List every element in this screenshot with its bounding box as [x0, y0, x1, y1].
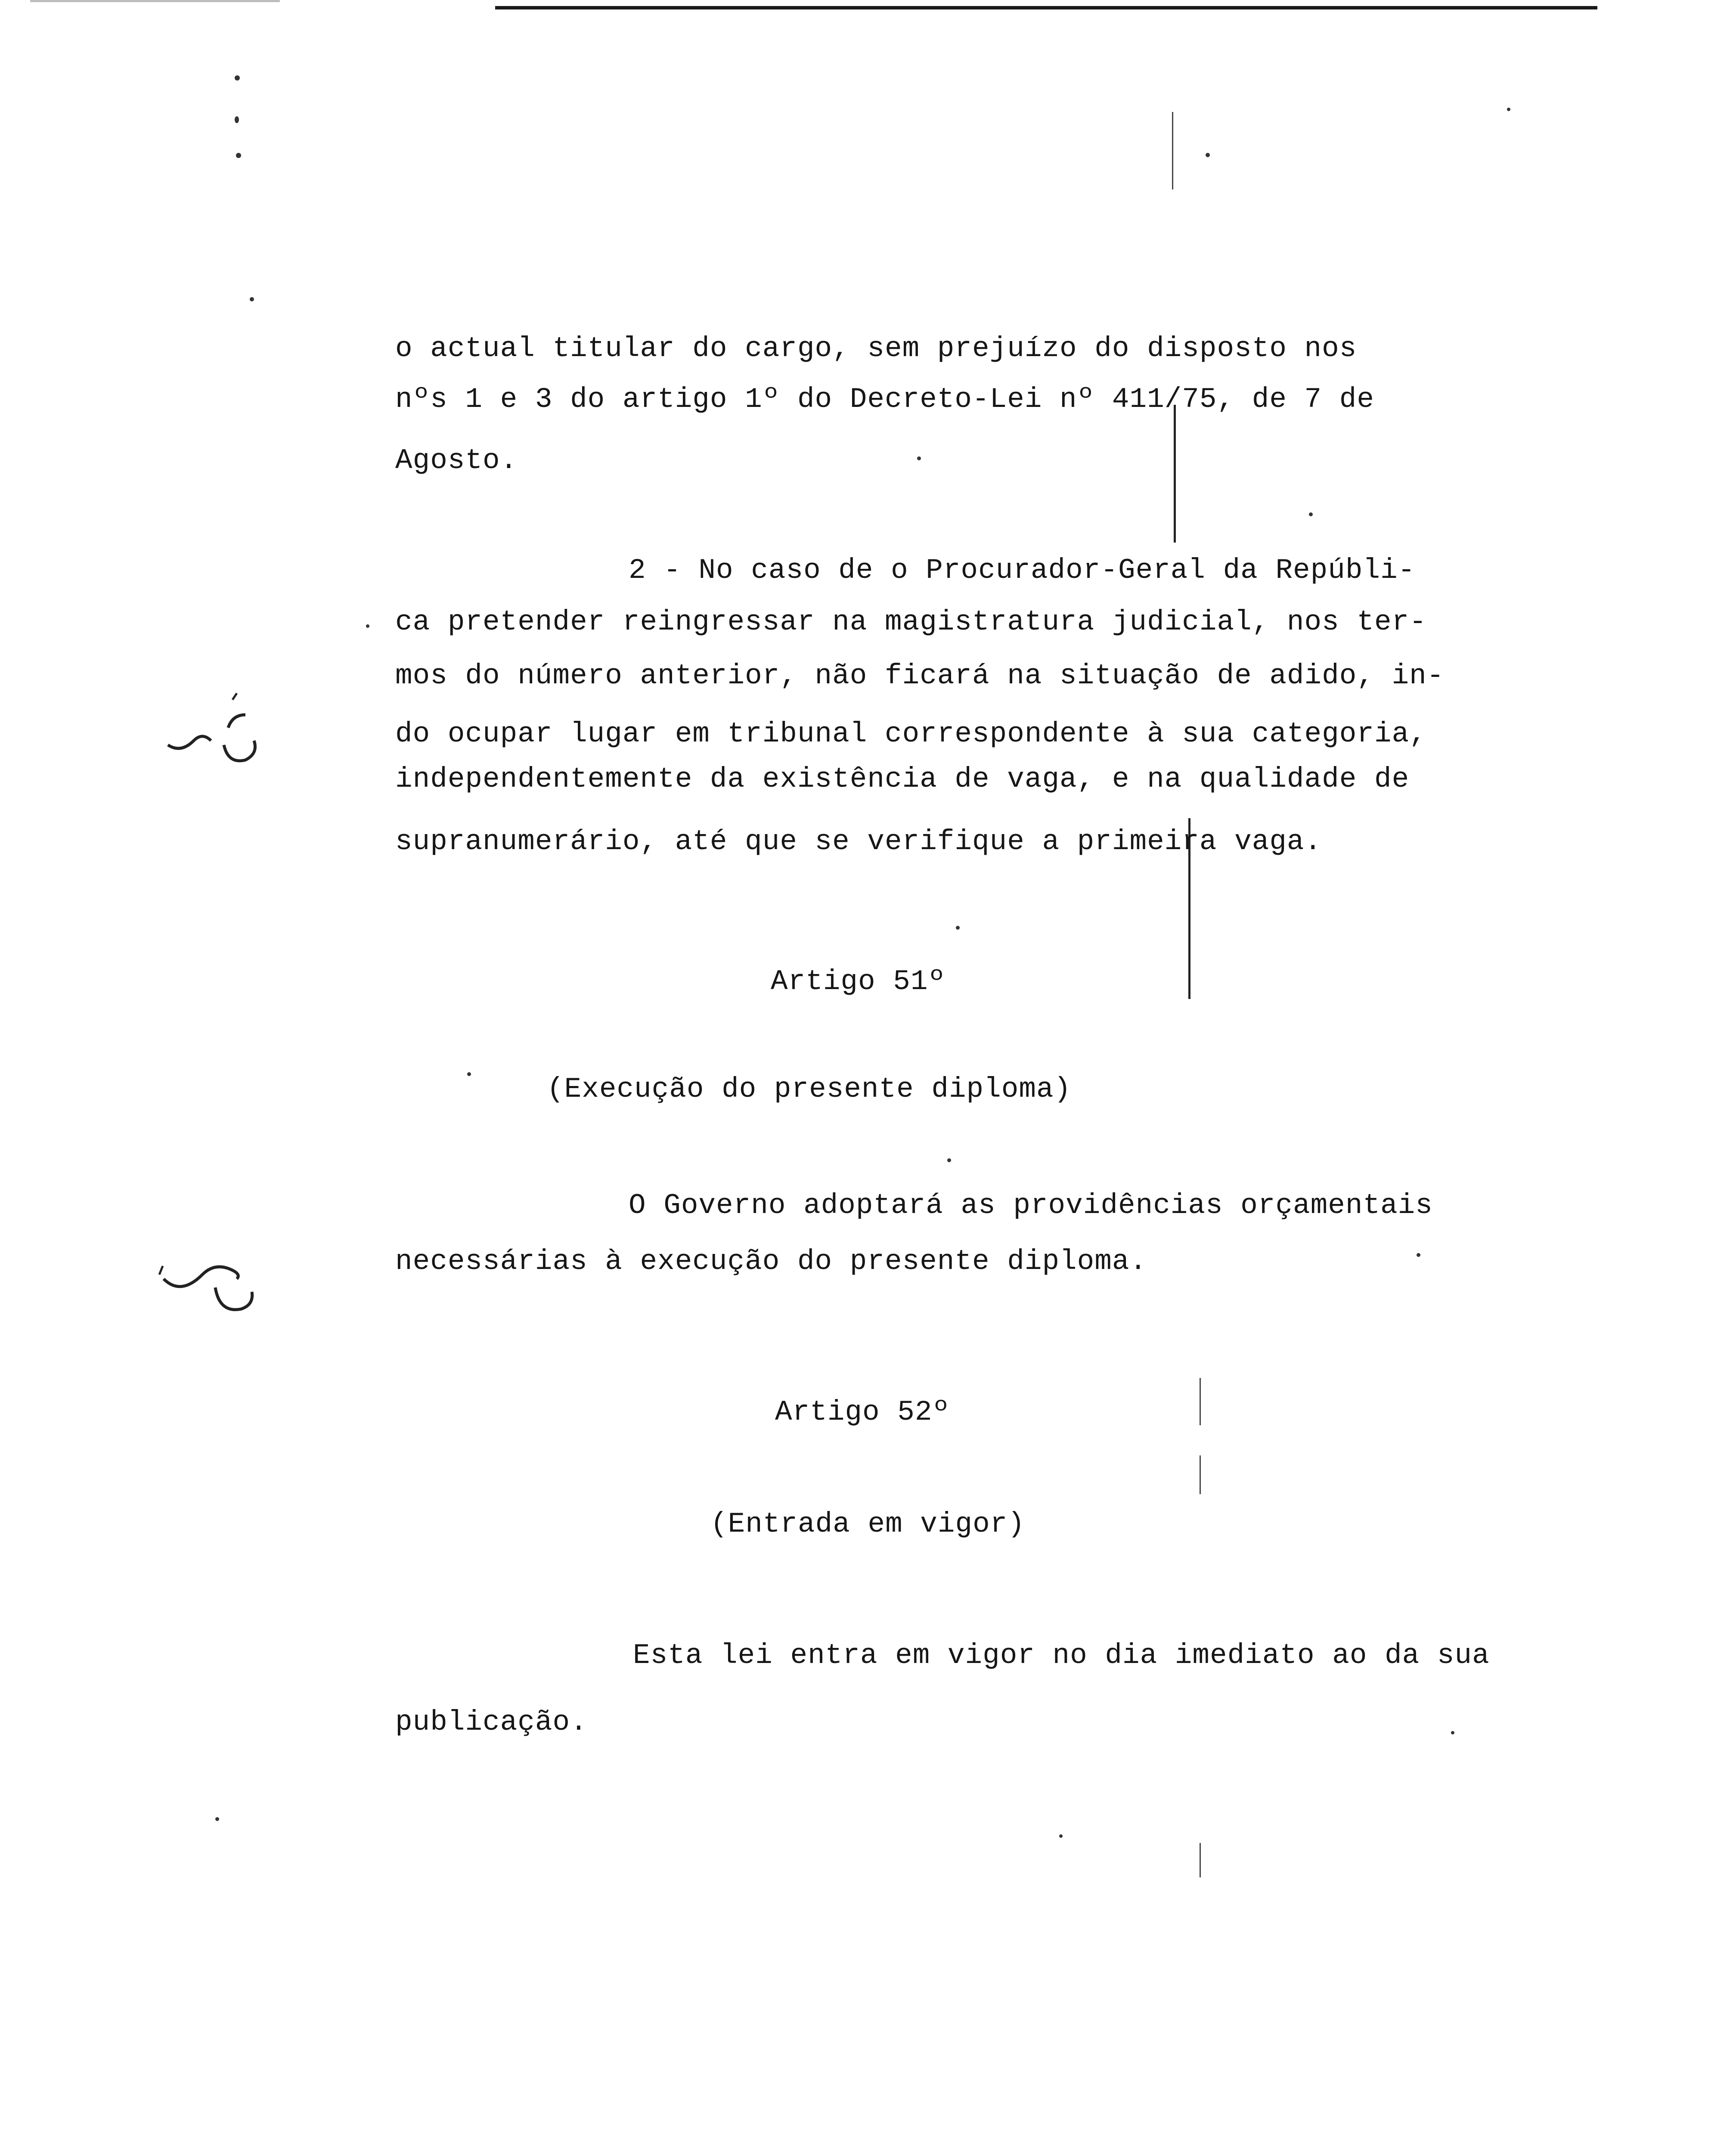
scan-speck [236, 153, 241, 158]
scan-speck [956, 926, 960, 930]
article-51-title: Artigo 51º [771, 965, 946, 998]
body-line: o actual titular do cargo, sem prejuízo do disposto nos [395, 332, 1357, 365]
revision-bar-5 [1200, 1843, 1201, 1877]
body-line: 2 - No caso de o Procurador-Geral da Repúbli- [629, 554, 1416, 586]
scan-speck [1309, 512, 1313, 516]
scan-speck [366, 624, 369, 628]
body-line: O Governo adoptará as providências orçamentais [629, 1189, 1433, 1222]
revision-bar-3 [1200, 1378, 1201, 1425]
scan-speck [947, 1158, 951, 1162]
scan-speck [1507, 108, 1510, 111]
body-line: ca pretender reingressar na magistratura judicial, nos ter- [395, 606, 1427, 638]
body-line: mos do número anterior, não ficará na situação de adido, in- [395, 660, 1445, 692]
scan-speck [235, 116, 239, 123]
scan-speck [1059, 1834, 1063, 1838]
body-line: Agosto. [395, 444, 518, 477]
body-line: publicação. [395, 1706, 588, 1738]
body-line: independentemente da existência de vaga, e na qualidade de [395, 763, 1410, 795]
scan-edge-rule [30, 0, 280, 2]
revision-bar-top [1172, 112, 1173, 189]
body-line: do ocupar lugar em tribunal correspondente à sua categoria, [395, 718, 1427, 750]
scan-speck [235, 75, 240, 81]
revision-bar-4 [1200, 1455, 1201, 1494]
scan-speck [250, 297, 254, 301]
scan-speck [467, 1072, 471, 1076]
revision-bar-1 [1174, 405, 1176, 543]
scan-speck [1206, 153, 1210, 157]
scan-speck [215, 1817, 219, 1821]
article-52-subtitle: (Entrada em vigor) [710, 1508, 1025, 1540]
margin-mark-upper [164, 689, 276, 775]
article-51-subtitle: (Execução do presente diploma) [547, 1073, 1072, 1105]
body-line: Esta lei entra em vigor no dia imediato ao da sua [633, 1639, 1490, 1672]
scan-speck [1417, 1253, 1420, 1257]
margin-mark-lower [155, 1249, 267, 1335]
body-line: necessárias à execução do presente diploma. [395, 1245, 1147, 1278]
header-rule [495, 6, 1597, 9]
body-line: supranumerário, até que se verifique a primeira vaga. [395, 825, 1322, 858]
scan-speck [917, 456, 921, 460]
article-52-title: Artigo 52º [775, 1396, 950, 1428]
scan-speck [1451, 1731, 1454, 1734]
body-line: nºs 1 e 3 do artigo 1º do Decreto-Lei nº 411/75, de 7 de [395, 383, 1374, 416]
